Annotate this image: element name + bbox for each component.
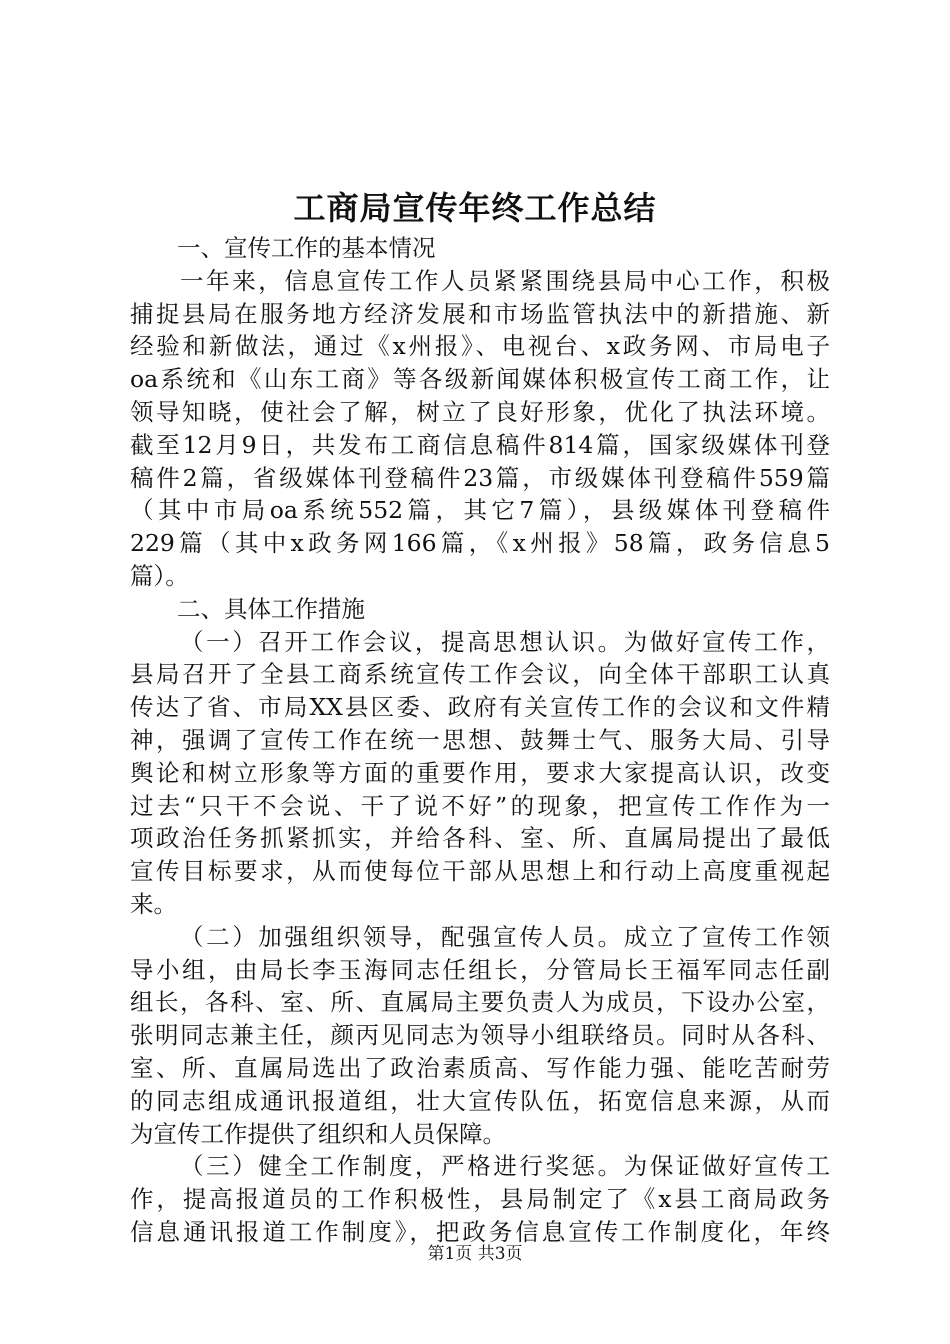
paragraph-line: 截至12月9日，共发布工商信息稿件814篇，国家级媒体刊登 [130, 430, 830, 459]
paragraph-line: 229篇（其中x政务网166篇，《x州报》58篇，政务信息5 [130, 529, 830, 558]
paragraph-line: 来。 [130, 889, 177, 918]
paragraph-line: 项政治任务抓紧抓实，并给各科、室、所、直属局提出了最低 [130, 824, 830, 853]
paragraph-line: 信息通讯报道工作制度》，把政务信息宣传工作制度化，年终 [130, 1217, 830, 1246]
paragraph-line: （一）召开工作会议，提高思想认识。为做好宣传工作， [180, 627, 830, 656]
section-heading: 二、具体工作措施 [177, 594, 365, 623]
paragraph-line: 舆论和树立形象等方面的重要作用，要求大家提高认识，改变 [130, 758, 830, 787]
page-number-footer: 第1页 共3页 [427, 1244, 523, 1264]
paragraph-line: 经验和新做法，通过《x州报》、电视台、x政务网、市局电子 [130, 332, 830, 361]
paragraph-line: 领导知晓，使社会了解，树立了良好形象，优化了执法环境。 [130, 397, 830, 426]
paragraph-line: 组长，各科、室、所、直属局主要负责人为成员，下设办公室， [130, 988, 830, 1017]
paragraph-line: oa系统和《山东工商》等各级新闻媒体积极宣传工商工作，让 [130, 365, 830, 394]
paragraph-line: 作，提高报道员的工作积极性，县局制定了《x县工商局政务 [130, 1185, 830, 1214]
paragraph-line: 过去“只干不会说、干了说不好”的现象，把宣传工作作为一 [130, 791, 830, 820]
paragraph-line: 张明同志兼主任，颜丙见同志为领导小组联络员。同时从各科、 [130, 1021, 830, 1050]
paragraph-line: 神，强调了宣传工作在统一思想、鼓舞士气、服务大局、引导 [130, 725, 830, 754]
paragraph-line: （二）加强组织领导，配强宣传人员。成立了宣传工作领 [180, 922, 830, 951]
paragraph-line: （三）健全工作制度，严格进行奖惩。为保证做好宣传工 [180, 1152, 830, 1181]
paragraph-line: （其中市局oa系统552篇，其它7篇），县级媒体刊登稿件 [130, 496, 830, 525]
section-heading: 一、宣传工作的基本情况 [177, 234, 436, 262]
paragraph-line: 导小组，由局长李玉海同志任组长，分管局长王福军同志任副 [130, 955, 830, 984]
paragraph-line: 的同志组成通讯报道组，壮大宣传队伍，拓宽信息来源，从而 [130, 1086, 830, 1115]
paragraph-line: 篇）。 [130, 561, 189, 590]
document-body [130, 232, 830, 1249]
paragraph-line: 传达了省、市局XX县区委、政府有关宣传工作的会议和文件精 [130, 693, 830, 722]
paragraph-line: 室、所、直属局选出了政治素质高、写作能力强、能吃苦耐劳 [130, 1053, 830, 1082]
paragraph-line: 为宣传工作提供了组织和人员保障。 [130, 1119, 506, 1148]
paragraph-line: 宣传目标要求，从而使每位干部从思想上和行动上高度重视起 [130, 857, 830, 886]
paragraph-line: 县局召开了全县工商系统宣传工作会议，向全体干部职工认真 [130, 660, 830, 689]
document-title: 工商局宣传年终工作总结 [293, 189, 657, 227]
paragraph-line: 稿件2篇，省级媒体刊登稿件23篇，市级媒体刊登稿件559篇 [130, 463, 830, 492]
paragraph-line: 捕捉县局在服务地方经济发展和市场监管执法中的新措施、新 [130, 299, 830, 328]
paragraph-line: 一年来，信息宣传工作人员紧紧围绕县局中心工作，积极 [180, 266, 830, 295]
